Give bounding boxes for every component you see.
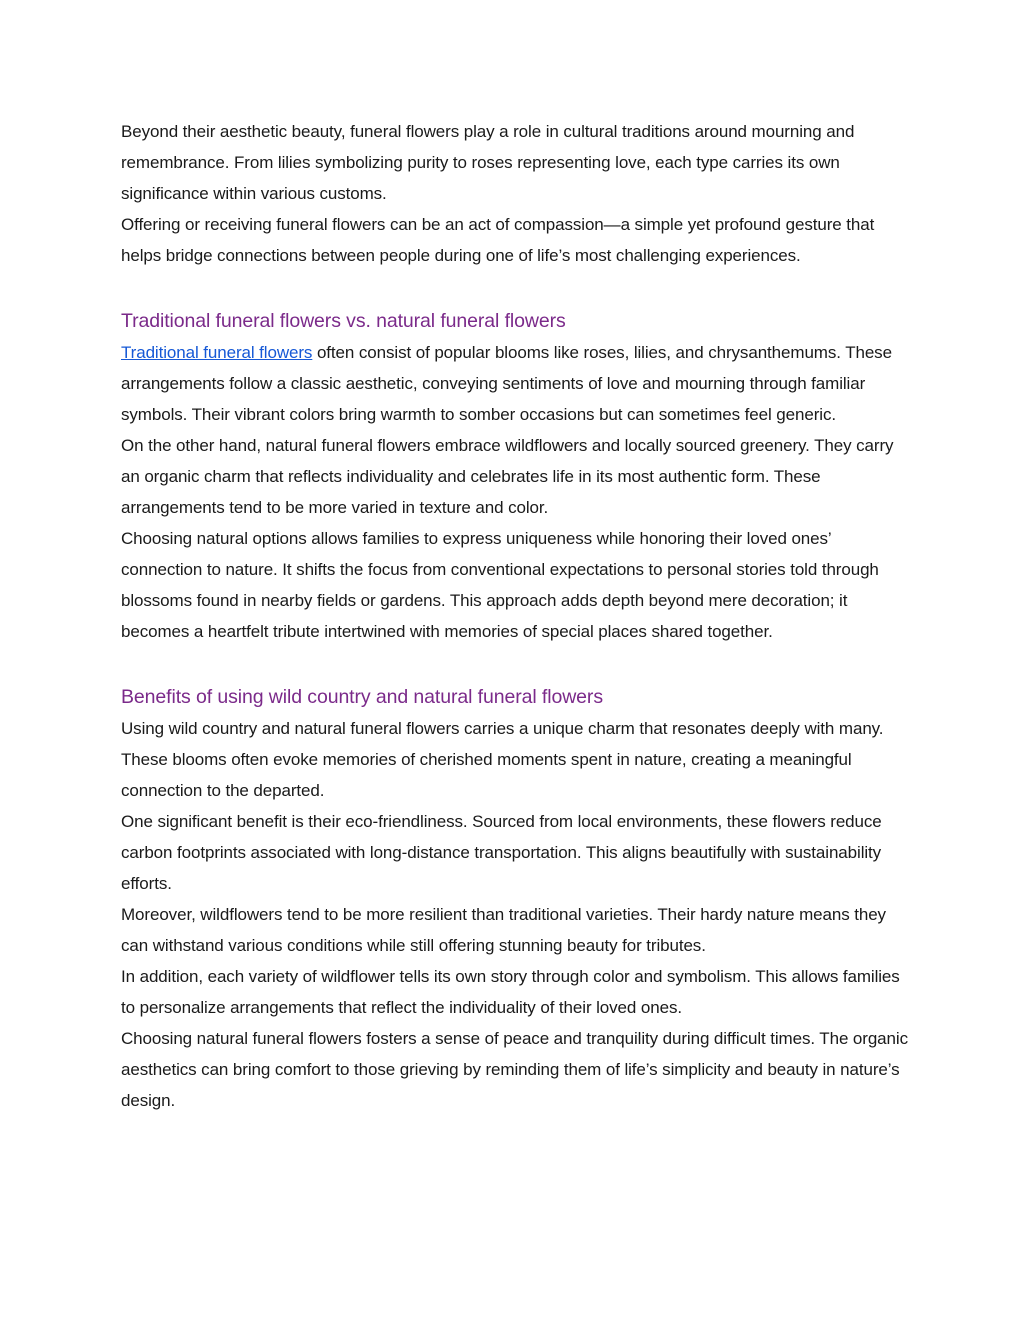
section2-paragraph-4: In addition, each variety of wildflower tells its own story through color and symbolism. This allows families to personalize arrangements that reflect the individuality of their loved ones. bbox=[121, 967, 900, 1017]
traditional-funeral-flowers-link[interactable]: Traditional funeral flowers bbox=[121, 343, 313, 362]
section-heading-traditional-vs-natural: Traditional funeral flowers vs. natural funeral flowers bbox=[121, 310, 566, 332]
intro-paragraph-1: Beyond their aesthetic beauty, funeral flowers play a role in cultural traditions around mourning and remembrance. From lilies symbolizing purity to roses representing love, each type carries its own significance within various customs. bbox=[121, 122, 855, 203]
intro-paragraph-2: Offering or receiving funeral flowers can be an act of compassion—a simple yet profound gesture that helps bridge connections between people during one of life’s most challenging experiences. bbox=[121, 215, 875, 265]
document-page bbox=[121, 116, 911, 1116]
section2-paragraph-2: One significant benefit is their eco-friendliness. Sourced from local environments, these flowers reduce carbon footprints associated with long-distance transportation. This aligns beautifully with sustainability efforts. bbox=[121, 812, 882, 893]
section2-paragraph-1: Using wild country and natural funeral flowers carries a unique charm that resonates deeply with many. These blooms often evoke memories of cherished moments spent in nature, creating a meaningful connection to the departed. bbox=[121, 719, 884, 800]
section1-paragraph-2: On the other hand, natural funeral flowers embrace wildflowers and locally sourced greenery. They carry an organic charm that reflects individuality and celebrates life in its most authentic form. These arrangements tend to be more varied in texture and color. bbox=[121, 436, 894, 517]
section2-paragraph-5: Choosing natural funeral flowers fosters a sense of peace and tranquility during difficult times. The organic aesthetics can bring comfort to those grieving by reminding them of life’s simplicity and beauty in nature’s design. bbox=[121, 1029, 908, 1110]
section1-paragraph-1-text: often consist of popular blooms like roses, lilies, and chrysanthemums. These arrangements follow a classic aesthetic, conveying sentiments of love and mourning through familiar symbols. Their vibrant colors bring warmth to somber occasions but can sometimes feel generic. bbox=[121, 343, 892, 424]
section-heading-benefits: Benefits of using wild country and natural funeral flowers bbox=[121, 686, 603, 708]
section2-paragraph-3: Moreover, wildflowers tend to be more resilient than traditional varieties. Their hardy nature means they can withstand various conditions while still offering stunning beauty for tributes. bbox=[121, 905, 886, 955]
section1-paragraph-3: Choosing natural options allows families to express uniqueness while honoring their loved ones’ connection to nature. It shifts the focus from conventional expectations to personal stories told through blossoms found in nearby fields or gardens. This approach adds depth beyond mere decoration; it becomes a heartfelt tribute intertwined with memories of special places shared together. bbox=[121, 529, 879, 641]
section1-paragraph-1 bbox=[121, 337, 911, 430]
section-spacer bbox=[121, 647, 911, 682]
section-spacer bbox=[121, 271, 911, 306]
